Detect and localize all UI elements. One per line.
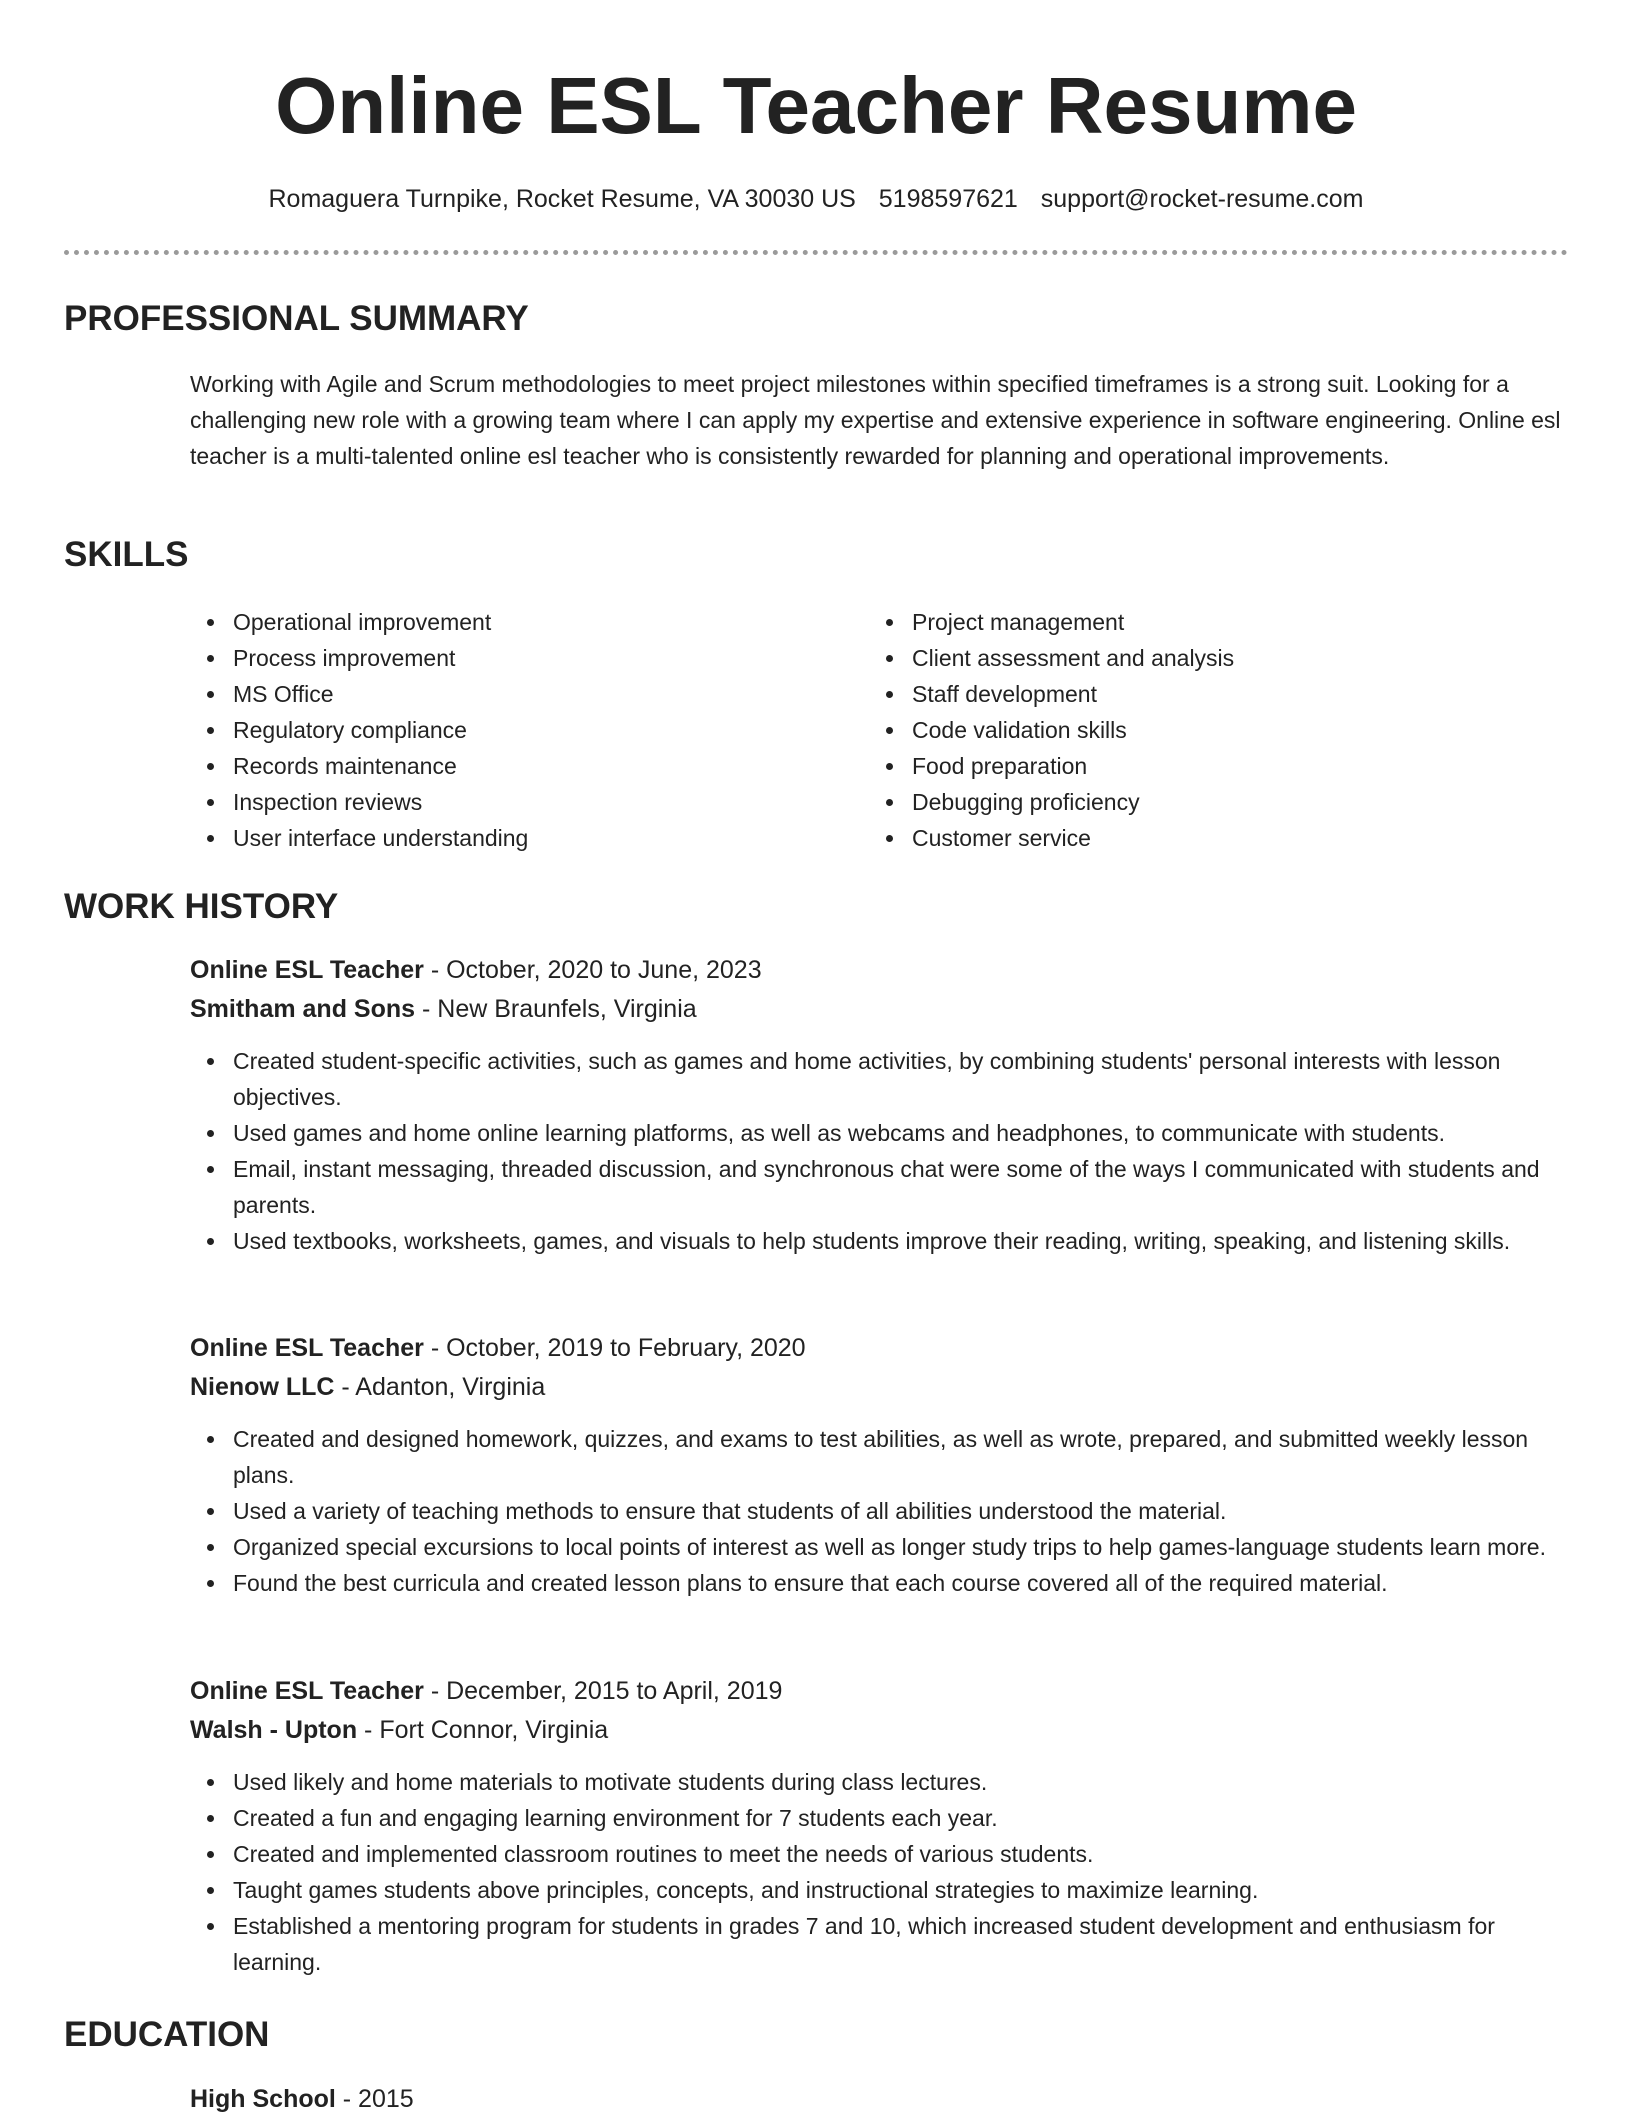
job-location: - Adanton, Virginia (334, 1373, 546, 1401)
job-entry (190, 1329, 1570, 1601)
education-degree: High School (190, 2085, 336, 2113)
skills-heading: SKILLS (64, 535, 189, 574)
job-title-line (190, 951, 1570, 990)
skill-item: User interface understanding (190, 820, 810, 856)
skill-item: Inspection reviews (190, 784, 810, 820)
skill-item: MS Office (190, 676, 810, 712)
contact-email: support@rocket-resume.com (1040, 185, 1364, 213)
job-title: Online ESL Teacher (190, 956, 424, 984)
job-entry (190, 951, 1570, 1259)
resume-title: Online ESL Teacher Resume (275, 61, 1357, 150)
job-title-line (190, 1672, 1570, 1711)
job-location: - Fort Connor, Virginia (357, 1716, 609, 1744)
skill-item: Records maintenance (190, 748, 810, 784)
job-bullet: Taught games students above principles, concepts, and instructional strategies to maximize learning. (190, 1872, 1570, 1908)
job-bullet: Found the best curricula and created lesson plans to ensure that each course covered all of the required material. (190, 1565, 1570, 1601)
job-entry (190, 1672, 1570, 1980)
job-title: Online ESL Teacher (190, 1677, 424, 1705)
job-company-line (190, 990, 1570, 1029)
job-company: Smitham and Sons (190, 995, 416, 1023)
education-year: - 2015 (335, 2085, 414, 2113)
skill-item: Debugging proficiency (869, 784, 1569, 820)
skill-item: Customer service (869, 820, 1569, 856)
skills-list-left (190, 604, 810, 856)
skill-item: Regulatory compliance (190, 712, 810, 748)
job-company: Nienow LLC (190, 1373, 335, 1401)
work-history-heading: WORK HISTORY (64, 887, 339, 926)
contact-phone: 5198597621 (878, 185, 1018, 213)
contact-line (0, 182, 1632, 216)
job-title-line (190, 1329, 1570, 1368)
summary-text: Working with Agile and Scrum methodologies to meet project milestones within specified timeframes is a strong suit. Looking for a challenging new role with a growing team where I can apply my expertise and extensive experience in software engineering. Online esl teacher is a multi-talented online esl teacher who is consistently rewarded for planning and operational improvements. (190, 371, 1561, 469)
skill-item: Staff development (869, 676, 1569, 712)
job-bullet: Used games and home online learning platforms, as well as webcams and headphones, to communicate with students. (190, 1115, 1570, 1151)
job-bullet: Used a variety of teaching methods to ensure that students of all abilities understood the material. (190, 1493, 1570, 1529)
job-bullet: Created a fun and engaging learning environment for 7 students each year. (190, 1800, 1570, 1836)
job-bullet: Organized special excursions to local points of interest as well as longer study trips to help games-language students learn more. (190, 1529, 1570, 1565)
skill-item: Client assessment and analysis (869, 640, 1569, 676)
job-bullet: Created and implemented classroom routines to meet the needs of various students. (190, 1836, 1570, 1872)
job-bullet: Used textbooks, worksheets, games, and visuals to help students improve their reading, writing, speaking, and listening skills. (190, 1223, 1570, 1259)
job-bullet: Email, instant messaging, threaded discussion, and synchronous chat were some of the ways I communicated with students and parents. (190, 1151, 1570, 1223)
job-bullet: Created student-specific activities, such as games and home activities, by combining students' personal interests with lesson objectives. (190, 1043, 1570, 1115)
job-dates: - December, 2015 to April, 2019 (423, 1677, 783, 1705)
skill-item: Food preparation (869, 748, 1569, 784)
job-bullet: Created and designed homework, quizzes, and exams to test abilities, as well as wrote, prepared, and submitted weekly lesson plans. (190, 1421, 1570, 1493)
job-bullets (190, 1043, 1570, 1259)
job-dates: - October, 2019 to February, 2020 (423, 1334, 806, 1362)
skill-item: Operational improvement (190, 604, 810, 640)
job-company-line (190, 1368, 1570, 1407)
job-bullets (190, 1421, 1570, 1601)
job-bullet: Established a mentoring program for students in grades 7 and 10, which increased student development and enthusiasm for learning. (190, 1908, 1570, 1980)
skill-item: Project management (869, 604, 1569, 640)
header-divider (64, 250, 1568, 255)
summary-heading: PROFESSIONAL SUMMARY (64, 299, 529, 338)
job-company: Walsh - Upton (190, 1716, 358, 1744)
job-title: Online ESL Teacher (190, 1334, 424, 1362)
education-heading: EDUCATION (64, 2015, 270, 2054)
contact-address: Romaguera Turnpike, Rocket Resume, VA 30030 US (268, 185, 856, 213)
skill-item: Code validation skills (869, 712, 1569, 748)
job-bullet: Used likely and home materials to motivate students during class lectures. (190, 1764, 1570, 1800)
skills-list-right (869, 604, 1569, 856)
job-company-line (190, 1711, 1570, 1750)
job-dates: - October, 2020 to June, 2023 (423, 956, 762, 984)
job-location: - New Braunfels, Virginia (415, 995, 697, 1023)
skill-item: Process improvement (190, 640, 810, 676)
education-entry (190, 2080, 414, 2119)
job-bullets (190, 1764, 1570, 1980)
